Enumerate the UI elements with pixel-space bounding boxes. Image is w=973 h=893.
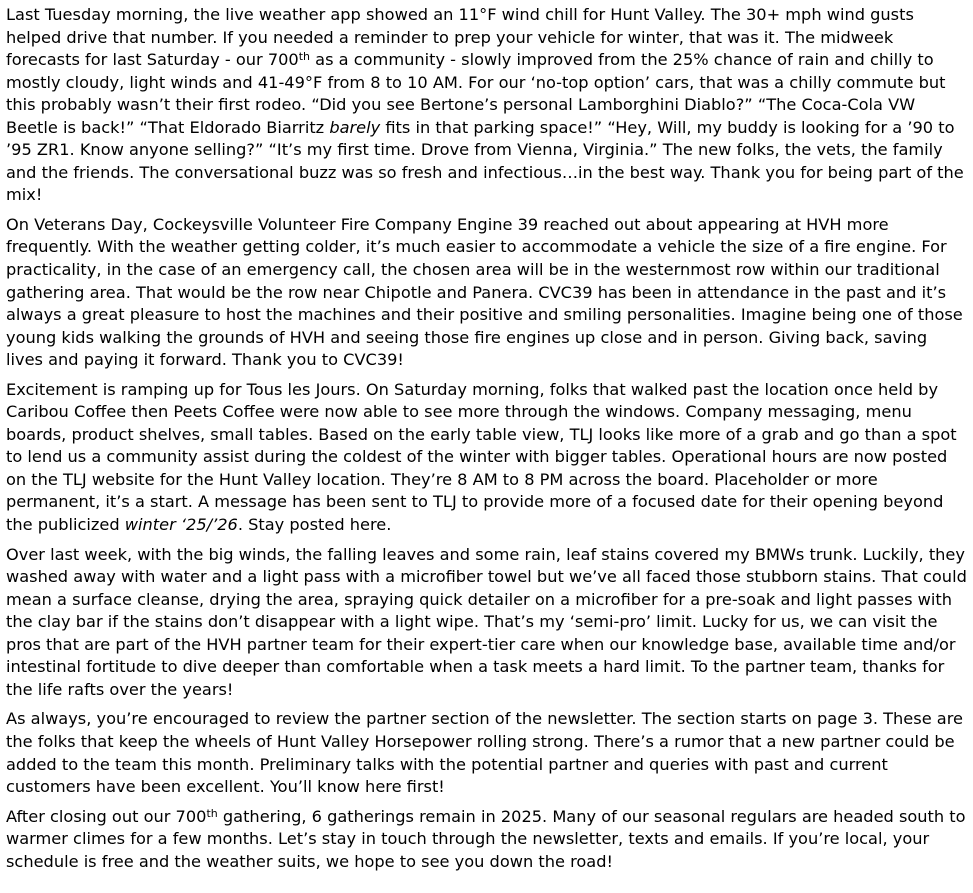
newsletter-body [6,4,968,880]
text-run: After closing out our 700 [6,806,207,826]
italic-text: winter ‘25/’26 [124,515,238,535]
paragraph-tous-les-jours [6,379,968,537]
text-run: Last Tuesday morning, the live weather app showed an 11°F wind chill for Hunt Valley. The 30+ mph wind gusts helped drive that number. If you needed a reminder to prep your vehicle for winter, that was it. The midweek forecasts for last Saturday - our 700 [6,5,914,70]
text-run: Excitement is ramping up for Tous les Jours. On Saturday morning, folks that walked past the location once held by Caribou Coffee then Peets Coffee were now able to see more through the windows. Company messaging, menu boards, product shelves, small tables. Based on the early table view, TLJ looks like more of a grab and go than a spot to lend us a community assist during the coldest of the winter with bigger tables. Operational hours are now posted on the TLJ website for the Hunt Valley location. They’re 8 AM to 8 PM across the board. Placeholder or more permanent, it’s a start. A message has been sent to TLJ to provide more of a focused date for their opening beyond the publicized [6,379,957,535]
text-run: as a community - slowly improved from the 25% chance of rain and chilly to mostly cloudy, light winds and 41-49°F from 8 to 10 AM. For our ‘no-top option’ cars, that was a chilly commute but this probably wasn’t their first rodeo. “Did you see Bertone’s personal Lamborghini Diablo?” “The Coca-Cola VW Beetle is back!” “That Eldorado Biarritz [6,50,946,137]
paragraph-weather-recap [6,4,968,207]
paragraph-leaf-stains [6,544,968,702]
text-run: On Veterans Day, Cockeysville Volunteer Fire Company Engine 39 reached out about appearing at HVH more frequently. With the weather getting colder, it’s much easier to accommodate a vehicle the size of a fire engine. For practicality, in the case of an emergency call, the chosen area will be in the westernmost row within our traditional gathering area. That would be the row near Chipotle and Panera. CVC39 has been in attendance in the past and it’s always a great pleasure to host the machines and their positive and smiling personalities. Imagine being one of those young kids walking the grounds of HVH and seeing those fire engines up close and in person. Giving back, saving lives and paying it forward. Thank you to CVC39! [6,214,963,370]
italic-text: barely [329,117,381,137]
ordinal-suffix: th [298,50,311,64]
ordinal-suffix: th [206,806,218,820]
text-run: fits in that parking space!” “Hey, Will, my buddy is looking for a ’90 to ’95 ZR1. Know anyone selling?” “It’s my first time. Drove from Vienna, Virginia.” The new folks, the vets, the family and the friends. The conversational buzz was so fresh and infectious…in the best way. Thank you for being part of the mix! [6,117,964,205]
text-run: gathering, 6 gatherings remain in 2025. Many of our seasonal regulars are headed south to warmer climes for a few months. Let’s stay in touch through the newsletter, texts and emails. If you’re local, your schedule is free and the weather suits, we hope to see you down the road! [6,806,966,871]
text-run: . Stay posted here. [237,515,392,535]
paragraph-closing [6,806,968,874]
text-run: Over last week, with the big winds, the falling leaves and some rain, leaf stains covered my BMWs trunk. Luckily, they washed away with water and a light pass with a microfiber towel but we’ve all faced those stubborn stains. That could mean a surface cleanse, drying the area, spraying quick detailer on a microfiber for a pre-soak and light passes with the clay bar if the stains don’t disappear with a light wipe. That’s my ‘semi-pro’ limit. Lucky for us, we can visit the pros that are part of the HVH partner team for their expert-tier care when our knowledge base, available time and/or intestinal fortitude to dive deeper than comfortable when a task meets a hard limit. To the partner team, thanks for the life rafts over the years! [6,544,967,699]
paragraph-partner-section [6,708,968,798]
paragraph-fire-engine [6,214,968,372]
text-run: As always, you’re encouraged to review the partner section of the newsletter. The section starts on page 3. These are the folks that keep the wheels of Hunt Valley Horsepower rolling strong. There’s a rumor that a new partner could be added to the team this month. Preliminary talks with the potential partner and queries with past and current customers have been excellent. You’ll know here first! [6,709,963,797]
